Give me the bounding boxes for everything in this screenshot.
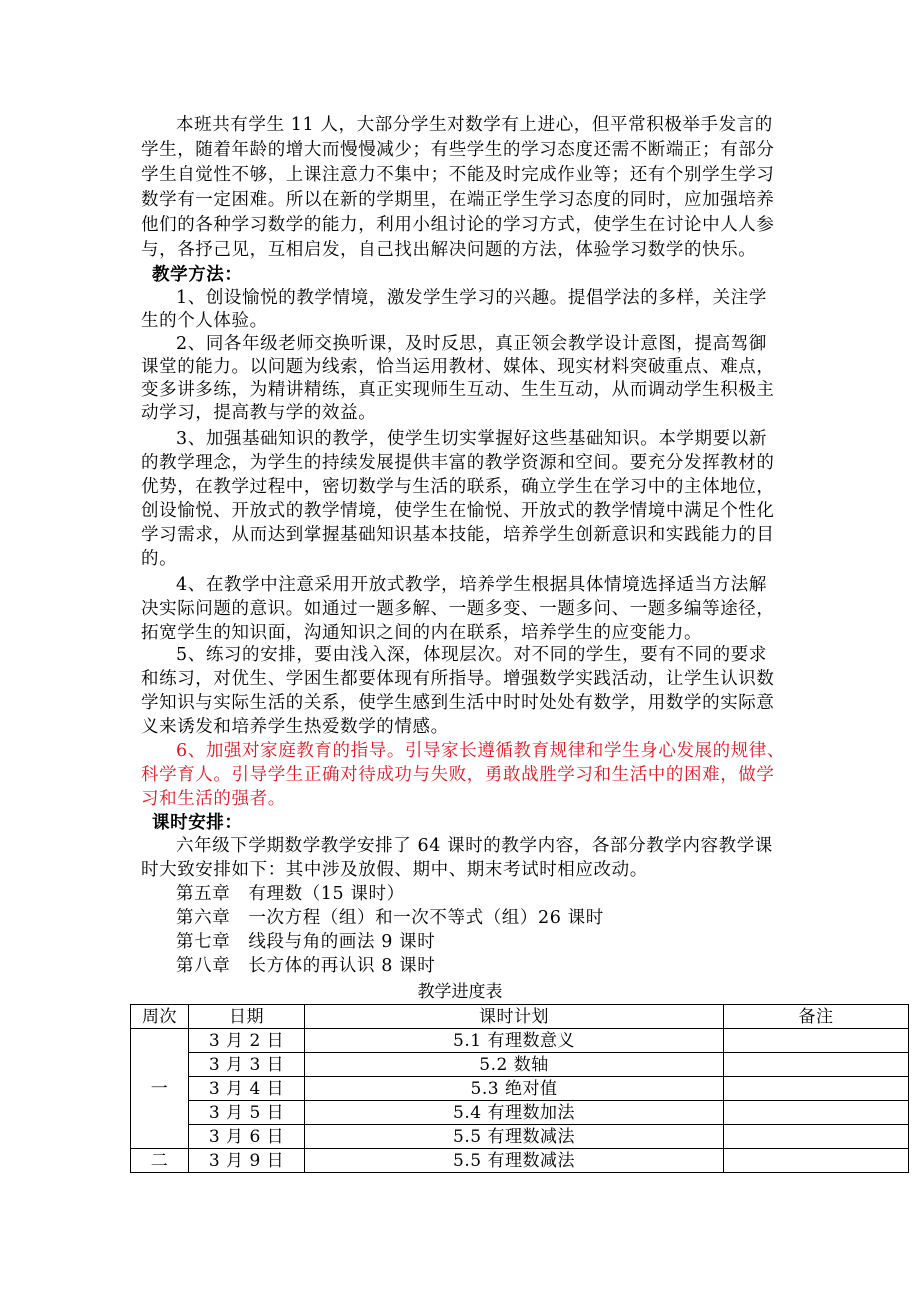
method-6-line: 6、加强对家庭教育的指导。引导家长遵循教育规律和学生身心发展的规律、 (176, 741, 786, 761)
methods-heading: 教学方法： (152, 265, 243, 285)
date-cell: 3 月 9 日 (189, 1149, 305, 1173)
chapter-item: 第五章 有理数（15 课时） (176, 884, 405, 904)
table-caption: 教学进度表 (417, 982, 503, 1002)
intro-line: 他们的各种学习数学的能力，利用小组讨论的学习方式，使学生在讨论中人人参 (141, 215, 775, 235)
schedule-intro-line: 六年级下学期数学教学安排了 64 课时的教学内容，各部分教学内容教学课 (176, 836, 773, 856)
note-cell (724, 1029, 909, 1053)
header-week: 周次 (131, 1005, 189, 1029)
method-6-line: 习和生活的强者。 (141, 789, 286, 809)
plan-cell: 5.3 绝对值 (305, 1077, 724, 1101)
method-5-line: 和练习，对优生、学困生都要体现有所指导。增强数学实践活动，让学生认识数 (141, 669, 775, 689)
header-date: 日期 (189, 1005, 305, 1029)
method-6-line: 科学育人。引导学生正确对待成功与失败，勇敢战胜学习和生活中的困难，做学 (141, 765, 775, 785)
method-2-line: 变多讲多练，为精讲精练，真正实现师生互动、生生互动，从而调动学生积极主 (141, 380, 775, 400)
method-1-line: 1、创设愉悦的教学情境，激发学生学习的兴趣。提倡学法的多样，关注学 (176, 288, 767, 308)
date-cell: 3 月 2 日 (189, 1029, 305, 1053)
table-row (131, 1125, 909, 1149)
chapter-item: 第八章 长方体的再认识 8 课时 (176, 956, 436, 976)
table-row (131, 1149, 909, 1173)
method-2-line: 2、同各年级老师交换听课，及时反思，真正领会教学设计意图，提高驾御 (176, 334, 767, 354)
method-5-line: 学知识与实际生活的关系，使学生感到生活中时时处处有数学，用数学的实际意 (141, 693, 775, 713)
method-1-line: 生的个人体验。 (141, 311, 268, 331)
schedule-intro-line: 时大致安排如下：其中涉及放假、期中、期末考试时相应改动。 (141, 860, 648, 880)
intro-line: 学生自觉性不够，上课注意力不集中；不能及时完成作业等；还有个别学生学习 (141, 165, 775, 185)
plan-cell: 5.5 有理数减法 (305, 1125, 724, 1149)
plan-cell: 5.2 数轴 (305, 1053, 724, 1077)
intro-line: 学生，随着年龄的增大而慢慢减少；有些学生的学习态度还需不断端正；有部分 (141, 140, 775, 160)
table-row (131, 1029, 909, 1053)
date-cell: 3 月 6 日 (189, 1125, 305, 1149)
table-row (131, 1101, 909, 1125)
table-header-row (131, 1005, 909, 1029)
week-cell: 二 (131, 1149, 189, 1173)
header-plan: 课时计划 (305, 1005, 724, 1029)
schedule-heading: 课时安排： (152, 813, 243, 833)
chapter-item: 第七章 线段与角的画法 9 课时 (176, 932, 436, 952)
method-3-line: 的。 (141, 549, 178, 569)
table-row (131, 1077, 909, 1101)
intro-line: 本班共有学生 11 人，大部分学生对数学有上进心，但平常积极举手发言的 (176, 115, 773, 135)
note-cell (724, 1125, 909, 1149)
note-cell (724, 1053, 909, 1077)
plan-cell: 5.4 有理数加法 (305, 1101, 724, 1125)
method-2-line: 动学习，提高教与学的效益。 (141, 403, 377, 423)
method-5-line: 义来诱发和培养学生热爱数学的情感。 (141, 717, 449, 737)
method-3-line: 3、加强基础知识的教学，使学生切实掌握好这些基础知识。本学期要以新 (176, 429, 767, 449)
method-3-line: 的教学理念，为学生的持续发展提供丰富的教学资源和空间。要充分发挥教材的 (141, 453, 775, 473)
date-cell: 3 月 3 日 (189, 1053, 305, 1077)
method-2-line: 课堂的能力。以问题为线索，恰当运用教材、媒体、现实材料突破重点、难点， (141, 357, 775, 377)
note-cell (724, 1077, 909, 1101)
method-4-line: 4、在教学中注意采用开放式教学，培养学生根据具体情境选择适当方法解 (176, 575, 767, 595)
intro-line: 数学有一定困难。所以在新的学期里，在端正学生学习态度的同时，应加强培养 (141, 190, 775, 210)
note-cell (724, 1101, 909, 1125)
method-3-line: 学习需求，从而达到掌握基础知识基本技能，培养学生创新意识和实践能力的目 (141, 525, 775, 545)
date-cell: 3 月 4 日 (189, 1077, 305, 1101)
method-5-line: 5、练习的安排，要由浅入深，体现层次。对不同的学生，要有不同的要求 (176, 645, 767, 665)
note-cell (724, 1149, 909, 1173)
chapter-item: 第六章 一次方程（组）和一次不等式（组）26 课时 (176, 908, 604, 928)
week-cell: 一 (131, 1029, 189, 1149)
method-4-line: 拓宽学生的知识面，沟通知识之间的内在联系，培养学生的应变能力。 (141, 623, 703, 643)
header-note: 备注 (724, 1005, 909, 1029)
plan-cell: 5.5 有理数减法 (305, 1149, 724, 1173)
method-4-line: 决实际问题的意识。如通过一题多解、一题多变、一题多问、一题多编等途径， (141, 599, 775, 619)
table-row (131, 1053, 909, 1077)
plan-cell: 5.1 有理数意义 (305, 1029, 724, 1053)
method-3-line: 优势，在教学过程中，密切数学与生活的联系，确立学生在学习中的主体地位， (141, 477, 775, 497)
schedule-table (130, 1004, 909, 1173)
date-cell: 3 月 5 日 (189, 1101, 305, 1125)
intro-line: 与，各抒己见，互相启发，自己找出解决问题的方法，体验学习数学的快乐。 (141, 240, 757, 260)
method-3-line: 创设愉悦、开放式的教学情境，使学生在愉悦、开放式的教学情境中满足个性化 (141, 501, 775, 521)
